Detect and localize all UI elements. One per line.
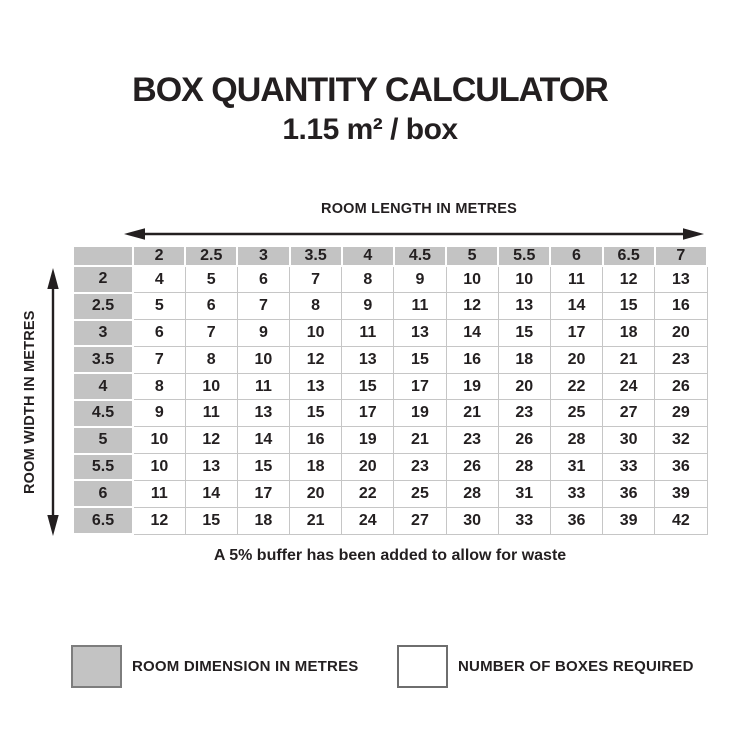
row-header-cell: 4.5 xyxy=(73,400,133,427)
box-count-cell: 8 xyxy=(290,293,342,320)
box-count-cell: 12 xyxy=(133,507,185,534)
page-title: BOX QUANTITY CALCULATOR xyxy=(132,71,608,109)
box-count-cell: 21 xyxy=(290,507,342,534)
box-count-cell: 33 xyxy=(603,454,655,481)
box-count-cell: 27 xyxy=(394,507,446,534)
box-count-cell: 36 xyxy=(550,507,602,534)
box-count-cell: 14 xyxy=(550,293,602,320)
row-header-cell: 3.5 xyxy=(73,346,133,373)
room-length-double-arrow-icon xyxy=(124,227,704,241)
table-row xyxy=(73,454,707,481)
box-count-cell: 30 xyxy=(603,427,655,454)
box-count-cell: 15 xyxy=(342,373,394,400)
box-count-cell: 9 xyxy=(237,320,289,347)
box-count-cell: 17 xyxy=(394,373,446,400)
box-count-cell: 20 xyxy=(342,454,394,481)
box-count-cell: 19 xyxy=(342,427,394,454)
box-count-cell: 22 xyxy=(550,373,602,400)
box-count-cell: 11 xyxy=(342,320,394,347)
box-count-cell: 28 xyxy=(550,427,602,454)
box-count-cell: 23 xyxy=(498,400,550,427)
column-header-row xyxy=(73,246,707,266)
boxes-required-swatch-icon xyxy=(397,645,448,688)
box-count-cell: 6 xyxy=(237,266,289,293)
table-row xyxy=(73,427,707,454)
box-count-cell: 23 xyxy=(446,427,498,454)
box-count-cell: 15 xyxy=(603,293,655,320)
box-count-cell: 28 xyxy=(498,454,550,481)
box-count-cell: 23 xyxy=(655,346,707,373)
legend-item-boxes-required xyxy=(397,645,694,688)
box-count-cell: 24 xyxy=(342,507,394,534)
box-count-cell: 16 xyxy=(655,293,707,320)
box-count-cell: 16 xyxy=(290,427,342,454)
box-count-cell: 10 xyxy=(133,427,185,454)
box-count-cell: 10 xyxy=(290,320,342,347)
column-header-cell: 5.5 xyxy=(498,246,550,266)
box-count-cell: 9 xyxy=(342,293,394,320)
box-count-cell: 21 xyxy=(603,346,655,373)
box-count-cell: 13 xyxy=(290,373,342,400)
table-row xyxy=(73,293,707,320)
box-count-cell: 13 xyxy=(655,266,707,293)
row-header-cell: 4 xyxy=(73,373,133,400)
column-header-cell: 6 xyxy=(550,246,602,266)
box-count-cell: 4 xyxy=(133,266,185,293)
box-count-cell: 11 xyxy=(133,480,185,507)
box-count-cell: 13 xyxy=(394,320,446,347)
box-count-cell: 20 xyxy=(290,480,342,507)
box-count-cell: 10 xyxy=(446,266,498,293)
box-count-cell: 39 xyxy=(603,507,655,534)
box-count-cell: 25 xyxy=(394,480,446,507)
page-subtitle: 1.15 m² / box xyxy=(282,113,458,147)
column-header-cell: 3 xyxy=(237,246,289,266)
box-count-cell: 13 xyxy=(185,454,237,481)
box-count-cell: 32 xyxy=(655,427,707,454)
box-count-cell: 12 xyxy=(185,427,237,454)
box-count-cell: 7 xyxy=(237,293,289,320)
box-count-cell: 12 xyxy=(446,293,498,320)
legend-label-room-dimension: ROOM DIMENSION IN METRES xyxy=(132,658,359,675)
box-count-cell: 10 xyxy=(133,454,185,481)
room-width-axis-label: ROOM WIDTH IN METRES xyxy=(22,310,38,494)
column-header-cell: 7 xyxy=(655,246,707,266)
box-count-cell: 23 xyxy=(394,454,446,481)
table-row xyxy=(73,480,707,507)
box-count-cell: 15 xyxy=(394,346,446,373)
box-count-cell: 9 xyxy=(133,400,185,427)
legend-label-boxes-required: NUMBER OF BOXES REQUIRED xyxy=(458,658,694,675)
box-count-cell: 10 xyxy=(185,373,237,400)
box-quantity-table xyxy=(72,245,708,535)
column-header-cell: 3.5 xyxy=(290,246,342,266)
table-corner-cell xyxy=(73,246,133,266)
box-count-cell: 21 xyxy=(446,400,498,427)
box-count-cell: 26 xyxy=(446,454,498,481)
box-count-cell: 10 xyxy=(237,346,289,373)
box-count-cell: 15 xyxy=(498,320,550,347)
title-block xyxy=(0,72,740,148)
row-header-cell: 2 xyxy=(73,266,133,293)
column-header-cell: 4.5 xyxy=(394,246,446,266)
box-count-cell: 18 xyxy=(290,454,342,481)
table-row xyxy=(73,266,707,293)
box-count-cell: 6 xyxy=(185,293,237,320)
box-count-cell: 17 xyxy=(550,320,602,347)
box-count-cell: 5 xyxy=(185,266,237,293)
box-count-cell: 14 xyxy=(185,480,237,507)
column-header-cell: 2.5 xyxy=(185,246,237,266)
box-count-cell: 22 xyxy=(342,480,394,507)
box-count-cell: 24 xyxy=(603,373,655,400)
row-header-cell: 6 xyxy=(73,480,133,507)
row-header-cell: 5.5 xyxy=(73,454,133,481)
box-count-cell: 28 xyxy=(446,480,498,507)
box-count-cell: 18 xyxy=(498,346,550,373)
box-count-cell: 11 xyxy=(237,373,289,400)
legend-item-room-dimension xyxy=(71,645,358,688)
table-row xyxy=(73,373,707,400)
box-count-cell: 20 xyxy=(550,346,602,373)
box-count-cell: 13 xyxy=(237,400,289,427)
box-count-cell: 33 xyxy=(550,480,602,507)
box-count-cell: 30 xyxy=(446,507,498,534)
box-count-cell: 27 xyxy=(603,400,655,427)
box-count-cell: 31 xyxy=(550,454,602,481)
box-count-cell: 20 xyxy=(655,320,707,347)
box-count-cell: 9 xyxy=(394,266,446,293)
box-count-cell: 19 xyxy=(394,400,446,427)
box-count-cell: 31 xyxy=(498,480,550,507)
row-header-cell: 3 xyxy=(73,320,133,347)
box-count-cell: 12 xyxy=(290,346,342,373)
box-count-cell: 8 xyxy=(342,266,394,293)
box-count-cell: 7 xyxy=(133,346,185,373)
box-count-cell: 13 xyxy=(342,346,394,373)
box-count-cell: 39 xyxy=(655,480,707,507)
room-width-double-arrow-icon xyxy=(46,268,60,536)
column-header-cell: 5 xyxy=(446,246,498,266)
box-count-cell: 11 xyxy=(550,266,602,293)
table-row xyxy=(73,507,707,534)
box-count-cell: 17 xyxy=(237,480,289,507)
box-count-cell: 19 xyxy=(446,373,498,400)
row-header-cell: 6.5 xyxy=(73,507,133,534)
box-count-cell: 5 xyxy=(133,293,185,320)
box-count-cell: 6 xyxy=(133,320,185,347)
box-count-cell: 11 xyxy=(185,400,237,427)
box-count-cell: 17 xyxy=(342,400,394,427)
box-count-cell: 20 xyxy=(498,373,550,400)
box-count-cell: 18 xyxy=(237,507,289,534)
box-count-cell: 12 xyxy=(603,266,655,293)
box-count-cell: 26 xyxy=(498,427,550,454)
box-count-cell: 29 xyxy=(655,400,707,427)
box-count-cell: 8 xyxy=(185,346,237,373)
box-count-cell: 36 xyxy=(655,454,707,481)
table-row xyxy=(73,346,707,373)
box-count-cell: 14 xyxy=(237,427,289,454)
buffer-note: A 5% buffer has been added to allow for waste xyxy=(213,547,567,564)
column-header-cell: 2 xyxy=(133,246,185,266)
table-row xyxy=(73,320,707,347)
row-header-cell: 5 xyxy=(73,427,133,454)
box-count-cell: 42 xyxy=(655,507,707,534)
box-count-cell: 11 xyxy=(394,293,446,320)
box-count-cell: 18 xyxy=(603,320,655,347)
row-header-cell: 2.5 xyxy=(73,293,133,320)
box-count-cell: 25 xyxy=(550,400,602,427)
box-count-cell: 33 xyxy=(498,507,550,534)
box-count-cell: 7 xyxy=(185,320,237,347)
box-count-cell: 36 xyxy=(603,480,655,507)
box-count-cell: 16 xyxy=(446,346,498,373)
box-count-cell: 8 xyxy=(133,373,185,400)
room-dimension-swatch-icon xyxy=(71,645,122,688)
column-header-cell: 6.5 xyxy=(603,246,655,266)
box-count-cell: 15 xyxy=(237,454,289,481)
table-row xyxy=(73,400,707,427)
box-count-cell: 15 xyxy=(185,507,237,534)
box-count-cell: 13 xyxy=(498,293,550,320)
box-count-cell: 7 xyxy=(290,266,342,293)
box-count-cell: 15 xyxy=(290,400,342,427)
box-count-cell: 26 xyxy=(655,373,707,400)
room-length-axis-label: ROOM LENGTH IN METRES xyxy=(321,201,517,217)
column-header-cell: 4 xyxy=(342,246,394,266)
box-count-cell: 21 xyxy=(394,427,446,454)
box-count-cell: 10 xyxy=(498,266,550,293)
box-count-cell: 14 xyxy=(446,320,498,347)
